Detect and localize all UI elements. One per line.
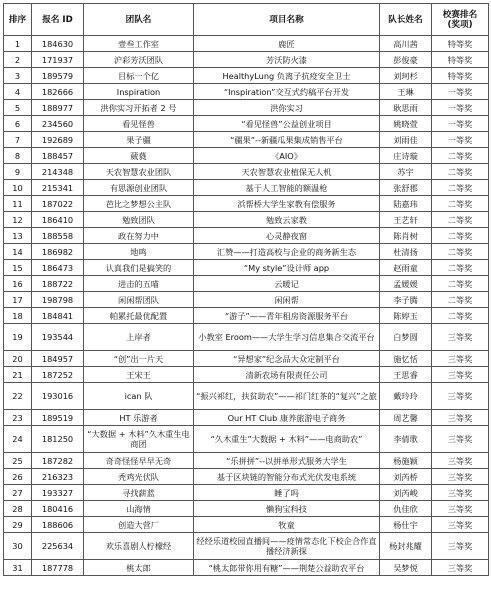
cell-award: 二等奖 <box>432 228 489 244</box>
cell-award: 三等奖 <box>432 560 489 576</box>
cell-rank: 22 <box>4 383 32 410</box>
cell-project: “My style”设计师 app <box>194 260 380 276</box>
cell-leader: 施忆恬 <box>380 351 432 367</box>
cell-leader: 王艺轩 <box>380 212 432 228</box>
cell-id: 193016 <box>32 383 84 410</box>
cell-award: 三等奖 <box>432 383 489 410</box>
cell-rank: 30 <box>4 533 32 560</box>
cell-award: 二等奖 <box>432 244 489 260</box>
cell-award: 三等奖 <box>432 410 489 426</box>
cell-id: 182666 <box>32 84 84 100</box>
cell-leader: 苏宇 <box>380 164 432 180</box>
cell-team: 桃太郎 <box>84 560 194 576</box>
cell-project: 闲闲帮 <box>194 292 380 308</box>
cell-id: 180416 <box>32 501 84 517</box>
cell-award: 三等奖 <box>432 453 489 469</box>
cell-id: 216323 <box>32 469 84 485</box>
cell-leader: 王琳 <box>380 84 432 100</box>
table-body <box>4 36 489 576</box>
cell-leader: 刘芮峻 <box>380 485 432 501</box>
cell-award: 一等奖 <box>432 132 489 148</box>
cell-rank: 2 <box>4 52 32 68</box>
cell-id: 198798 <box>32 292 84 308</box>
cell-team: 闲闲帮团队 <box>84 292 194 308</box>
cell-project: “游子”——青年租房资源服务平台 <box>194 308 380 324</box>
cell-leader: 杨施颖 <box>380 453 432 469</box>
cell-id: 187282 <box>32 453 84 469</box>
cell-project: 云暖记 <box>194 276 380 292</box>
cell-id: 193327 <box>32 485 84 501</box>
cell-leader: 杜清扬 <box>380 244 432 260</box>
cell-team: 沪彩芳沃团队 <box>84 52 194 68</box>
table-row <box>4 485 489 501</box>
table-row <box>4 228 489 244</box>
cell-project: 基于人工智能的额温枪 <box>194 180 380 196</box>
cell-project: “疆果”--新疆瓜果集成销售平台 <box>194 132 380 148</box>
cell-award: 特等奖 <box>432 36 489 52</box>
table-row <box>4 84 489 100</box>
cell-id: 188977 <box>32 100 84 116</box>
cell-award: 三等奖 <box>432 469 489 485</box>
table-row <box>4 367 489 383</box>
cell-rank: 14 <box>4 244 32 260</box>
cell-team: 帕累托最优配置 <box>84 308 194 324</box>
cell-team: “创”出一片天 <box>84 351 194 367</box>
cell-rank: 9 <box>4 164 32 180</box>
cell-team: 秃鸡光伏队 <box>84 469 194 485</box>
cell-leader: 王思睿 <box>380 367 432 383</box>
header-leader: 队长姓名 <box>380 4 432 36</box>
cell-project: 天农智慧农业植保无人机 <box>194 164 380 180</box>
table-row <box>4 164 489 180</box>
cell-project: 懒狗宝科技 <box>194 501 380 517</box>
cell-id: 189579 <box>32 68 84 84</box>
table-row <box>4 383 489 410</box>
cell-rank: 31 <box>4 560 32 576</box>
table-row <box>4 517 489 533</box>
cell-team: 勉致团队 <box>84 212 194 228</box>
cell-award: 三等奖 <box>432 517 489 533</box>
cell-rank: 10 <box>4 180 32 196</box>
cell-team: 奇奇怪怪早早无奇 <box>84 453 194 469</box>
cell-id: 214348 <box>32 164 84 180</box>
table-row <box>4 501 489 517</box>
table-row <box>4 410 489 426</box>
table-row <box>4 148 489 164</box>
table-row <box>4 276 489 292</box>
cell-project: 清新农场有限责任公司 <box>194 367 380 383</box>
cell-team: HT 乐游者 <box>84 410 194 426</box>
cell-id: 187778 <box>32 560 84 576</box>
cell-id: 234560 <box>32 116 84 132</box>
cell-award: 二等奖 <box>432 276 489 292</box>
cell-id: 192689 <box>32 132 84 148</box>
cell-id: 171937 <box>32 52 84 68</box>
cell-award: 特等奖 <box>432 68 489 84</box>
cell-leader: 杨仕宇 <box>380 517 432 533</box>
cell-id: 186473 <box>32 260 84 276</box>
cell-rank: 12 <box>4 212 32 228</box>
cell-rank: 24 <box>4 426 32 453</box>
cell-leader: 李子腾 <box>380 292 432 308</box>
table-row <box>4 132 489 148</box>
cell-award: 三等奖 <box>432 367 489 383</box>
cell-rank: 26 <box>4 469 32 485</box>
cell-project: 芳沃防火漆 <box>194 52 380 68</box>
cell-team: 目标一个亿 <box>84 68 194 84</box>
cell-team: 有思源创业团队 <box>84 180 194 196</box>
cell-award: 三等奖 <box>432 485 489 501</box>
table-row <box>4 469 489 485</box>
cell-id: 184841 <box>32 308 84 324</box>
header-award-line1: 校赛排名 <box>442 9 478 20</box>
table-row <box>4 426 489 453</box>
cell-id: 193544 <box>32 324 84 351</box>
cell-leader: 杨封兆耀 <box>380 533 432 560</box>
cell-id: 188606 <box>32 517 84 533</box>
cell-leader: 姚晓萱 <box>380 116 432 132</box>
header-team: 团队名 <box>84 4 194 36</box>
cell-team: 壹叁工作室 <box>84 36 194 52</box>
cell-project: “异想家”纪念品大众定制平台 <box>194 351 380 367</box>
cell-project: “久木重生”大数据 + 木料”——电商助农” <box>194 426 380 453</box>
table-row <box>4 180 489 196</box>
cell-rank: 11 <box>4 196 32 212</box>
cell-rank: 20 <box>4 351 32 367</box>
table-row <box>4 292 489 308</box>
cell-award: 一等奖 <box>432 116 489 132</box>
header-id: 报名 ID <box>32 4 84 36</box>
cell-team: 果子疆 <box>84 132 194 148</box>
cell-team: 上岸者 <box>84 324 194 351</box>
cell-team: 进击的五喵 <box>84 276 194 292</box>
cell-id: 184630 <box>32 36 84 52</box>
cell-award: 三等奖 <box>432 501 489 517</box>
cell-team: 山海情 <box>84 501 194 517</box>
cell-team: 芭比之梦想公主队 <box>84 196 194 212</box>
cell-project: “桃太郎带你用有糖”——荆楚公益助农平台 <box>194 560 380 576</box>
cell-team: 王宋王 <box>84 367 194 383</box>
cell-team: 看见怪兽 <box>84 116 194 132</box>
cell-award: 特等奖 <box>432 52 489 68</box>
cell-award: 二等奖 <box>432 148 489 164</box>
cell-project: 牧童 <box>194 517 380 533</box>
cell-leader: 彭俊豪 <box>380 52 432 68</box>
cell-leader: 陆嘉玮 <box>380 196 432 212</box>
cell-leader: 耿思雨 <box>380 100 432 116</box>
table-row <box>4 351 489 367</box>
cell-leader: 吴梦悦 <box>380 560 432 576</box>
cell-leader: 高川茜 <box>380 36 432 52</box>
cell-rank: 25 <box>4 453 32 469</box>
header-project: 项目名称 <box>194 4 380 36</box>
cell-project: 洪你实习 <box>194 100 380 116</box>
cell-team: “大数据 + 木料”久木重生电商团 <box>84 426 194 453</box>
table-header-row <box>4 4 489 36</box>
cell-award: 三等奖 <box>432 351 489 367</box>
cell-project: “振兴祁红，扶贫助农”——祁门红茶的“复兴”之旅 <box>194 383 380 410</box>
cell-rank: 21 <box>4 367 32 383</box>
table-row <box>4 100 489 116</box>
cell-id: 188722 <box>32 276 84 292</box>
cell-award: 二等奖 <box>432 180 489 196</box>
cell-team: 创造大营厂 <box>84 517 194 533</box>
cell-team: Inspiration <box>84 84 194 100</box>
cell-rank: 29 <box>4 517 32 533</box>
cell-project: Our HT Club 康养旅游电子商务 <box>194 410 380 426</box>
cell-rank: 23 <box>4 410 32 426</box>
cell-leader: 庄诗璇 <box>380 148 432 164</box>
cell-project: HealthyLung 负离子抗疫安全卫士 <box>194 68 380 84</box>
cell-team: 葳蕤 <box>84 148 194 164</box>
cell-rank: 3 <box>4 68 32 84</box>
cell-project: 《AIO》 <box>194 148 380 164</box>
cell-rank: 18 <box>4 308 32 324</box>
cell-id: 215341 <box>32 180 84 196</box>
cell-leader: 刘雨佳 <box>380 132 432 148</box>
cell-rank: 15 <box>4 260 32 276</box>
cell-award: 三等奖 <box>432 324 489 351</box>
cell-leader: 周艺馨 <box>380 410 432 426</box>
cell-project: 浜帮桥大学生家教有偿服务 <box>194 196 380 212</box>
header-award-line2: (奖项) <box>447 19 473 30</box>
cell-leader: 孟媛媛 <box>380 276 432 292</box>
table-row <box>4 116 489 132</box>
cell-project: 睡了吗 <box>194 485 380 501</box>
cell-rank: 4 <box>4 84 32 100</box>
cell-award: 一等奖 <box>432 100 489 116</box>
cell-project: 小教室 Eroom——大学生学习信息集合交流平台 <box>194 324 380 351</box>
cell-project: 汇赞——打造高校与企业的商务新生态 <box>194 244 380 260</box>
table-row <box>4 36 489 52</box>
cell-team: 政在努力中 <box>84 228 194 244</box>
cell-leader: 张舒郡 <box>380 180 432 196</box>
cell-leader: 刘珂杉 <box>380 68 432 84</box>
cell-team: 地鸣 <box>84 244 194 260</box>
cell-award: 二等奖 <box>432 260 489 276</box>
cell-project: 鹿匠 <box>194 36 380 52</box>
cell-project: “看见怪兽”公益创业项目 <box>194 116 380 132</box>
table-row <box>4 52 489 68</box>
cell-award: 二等奖 <box>432 164 489 180</box>
cell-rank: 8 <box>4 148 32 164</box>
cell-award: 二等奖 <box>432 292 489 308</box>
cell-id: 186982 <box>32 244 84 260</box>
cell-id: 188457 <box>32 148 84 164</box>
cell-id: 187252 <box>32 367 84 383</box>
table-row <box>4 308 489 324</box>
cell-leader: 刘芮桥 <box>380 469 432 485</box>
cell-id: 181250 <box>32 426 84 453</box>
cell-id: 187022 <box>32 196 84 212</box>
table-row <box>4 533 489 560</box>
cell-team: ican 队 <box>84 383 194 410</box>
awards-table-container <box>3 3 488 576</box>
table-row <box>4 260 489 276</box>
cell-team: 欢乐喜剧人柠檬经 <box>84 533 194 560</box>
cell-rank: 6 <box>4 116 32 132</box>
cell-leader: 赵雨童 <box>380 260 432 276</box>
cell-team: 天农智慧农业团队 <box>84 164 194 180</box>
cell-leader: 陈婷玉 <box>380 308 432 324</box>
cell-project: “Inspiration”交互式约稿平台开发 <box>194 84 380 100</box>
table-row <box>4 244 489 260</box>
cell-award: 二等奖 <box>432 196 489 212</box>
cell-project: 基于区块链的智能分布式光伏发电系统 <box>194 469 380 485</box>
cell-rank: 28 <box>4 501 32 517</box>
awards-table <box>3 3 489 576</box>
cell-rank: 27 <box>4 485 32 501</box>
cell-award: 三等奖 <box>432 533 489 560</box>
cell-rank: 19 <box>4 324 32 351</box>
table-row <box>4 212 489 228</box>
cell-leader: 白梦圆 <box>380 324 432 351</box>
cell-team: 认真我们是搞笑的 <box>84 260 194 276</box>
header-rank: 排序 <box>4 4 32 36</box>
cell-rank: 1 <box>4 36 32 52</box>
cell-id: 189519 <box>32 410 84 426</box>
cell-team: 洪你实习开拓者 2 号 <box>84 100 194 116</box>
table-row <box>4 453 489 469</box>
cell-rank: 7 <box>4 132 32 148</box>
cell-award: 三等奖 <box>432 426 489 453</box>
cell-rank: 17 <box>4 292 32 308</box>
cell-project: 勉致云家教 <box>194 212 380 228</box>
cell-leader: 陈肖树 <box>380 228 432 244</box>
cell-rank: 16 <box>4 276 32 292</box>
cell-award: 二等奖 <box>432 212 489 228</box>
cell-leader: 戴玲玲 <box>380 383 432 410</box>
cell-leader: 仇佳欣 <box>380 501 432 517</box>
header-award <box>432 4 489 36</box>
cell-award: 二等奖 <box>432 308 489 324</box>
cell-project: 心灵静夜窗 <box>194 228 380 244</box>
cell-project: “乐拼拼”--以拼单形式服务大学生 <box>194 453 380 469</box>
cell-project: 经经乐道校园直播间——疫情常态化下校企合作直播经济新探 <box>194 533 380 560</box>
cell-id: 184957 <box>32 351 84 367</box>
table-row <box>4 324 489 351</box>
cell-id: 186410 <box>32 212 84 228</box>
cell-rank: 5 <box>4 100 32 116</box>
cell-rank: 13 <box>4 228 32 244</box>
cell-id: 225634 <box>32 533 84 560</box>
cell-award: 一等奖 <box>432 84 489 100</box>
table-row <box>4 560 489 576</box>
cell-team: 寻找薪蓝 <box>84 485 194 501</box>
table-row <box>4 196 489 212</box>
cell-leader: 李倩歌 <box>380 426 432 453</box>
table-row <box>4 68 489 84</box>
cell-id: 188558 <box>32 228 84 244</box>
